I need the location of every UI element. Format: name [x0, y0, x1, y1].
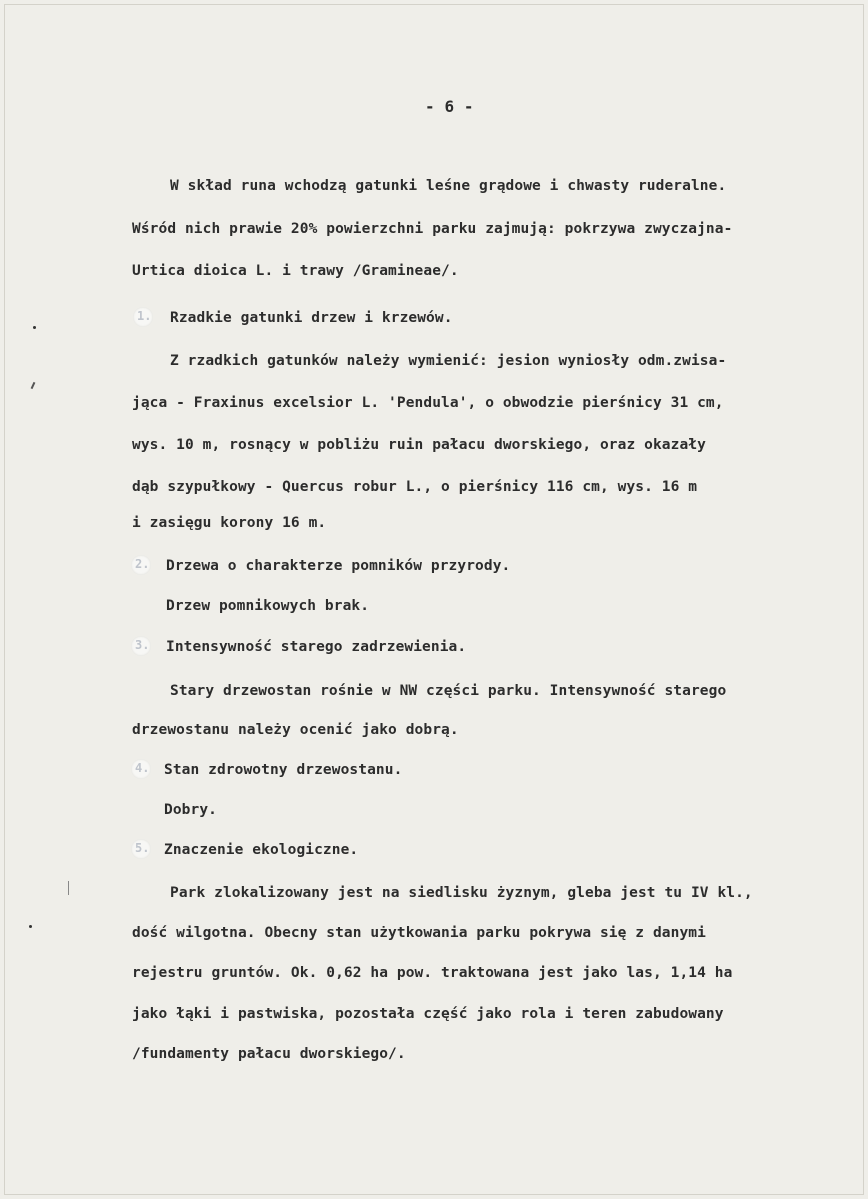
margin-mark	[31, 382, 36, 389]
section-number-5: 5.	[135, 841, 150, 855]
text-line-5: Z rzadkich gatunków należy wymienić: jesion wyniosły odm.zwisa-	[170, 353, 727, 369]
margin-mark	[33, 326, 36, 329]
text-line-11: Drzew pomnikowych brak.	[166, 598, 370, 614]
heading-ecological-significance: Znaczenie ekologiczne.	[164, 842, 359, 858]
text-line-21: jako łąki i pastwiska, pozostała część jako rola i teren zabudowany	[132, 1006, 724, 1022]
punch-hole-5	[131, 839, 151, 859]
heading-health-status: Stan zdrowotny drzewostanu.	[164, 762, 403, 778]
text-line-13: Stary drzewostan rośnie w NW części parku. Intensywność starego	[170, 683, 727, 699]
margin-mark	[68, 881, 69, 895]
heading-old-stand-intensity: Intensywność starego zadrzewienia.	[166, 639, 467, 655]
text-line-14: drzewostanu należy ocenić jako dobrą.	[132, 722, 459, 738]
text-line-18: Park zlokalizowany jest na siedlisku żyznym, gleba jest tu IV kl.,	[170, 885, 753, 901]
punch-hole-1	[133, 307, 153, 327]
text-line-3: Urtica dioica L. i trawy /Gramineae/.	[132, 263, 459, 279]
text-line-20: rejestru gruntów. Ok. 0,62 ha pow. traktowana jest jako las, 1,14 ha	[132, 965, 733, 981]
text-line-2: Wśród nich prawie 20% powierzchni parku zajmują: pokrzywa zwyczajna-	[132, 221, 733, 237]
text-line-1: W skład runa wchodzą gatunki leśne grądowe i chwasty ruderalne.	[170, 178, 727, 194]
section-number-4: 4.	[135, 761, 150, 775]
punch-hole-2	[131, 555, 151, 575]
text-line-6: jąca - Fraxinus excelsior L. 'Pendula', o obwodzie pierśnicy 31 cm,	[132, 395, 724, 411]
heading-rare-species: Rzadkie gatunki drzew i krzewów.	[170, 310, 453, 326]
margin-mark	[29, 925, 32, 928]
text-line-9: i zasięgu korony 16 m.	[132, 515, 327, 531]
section-number-1: 1.	[137, 309, 152, 323]
section-number-2: 2.	[135, 557, 150, 571]
section-number-3: 3.	[135, 638, 150, 652]
text-line-7: wys. 10 m, rosnący w pobliżu ruin pałacu dworskiego, oraz okazały	[132, 437, 706, 453]
heading-natural-monuments: Drzewa o charakterze pomników przyrody.	[166, 558, 511, 574]
text-line-19: dość wilgotna. Obecny stan użytkowania parku pokrywa się z danymi	[132, 925, 706, 941]
text-line-8: dąb szypułkowy - Quercus robur L., o pierśnicy 116 cm, wys. 16 m	[132, 479, 698, 495]
text-line-22: /fundamenty pałacu dworskiego/.	[132, 1046, 406, 1062]
page-number: - 6 -	[425, 97, 474, 116]
punch-hole-3	[131, 636, 151, 656]
text-line-16: Dobry.	[164, 802, 217, 818]
punch-hole-4	[131, 759, 151, 779]
